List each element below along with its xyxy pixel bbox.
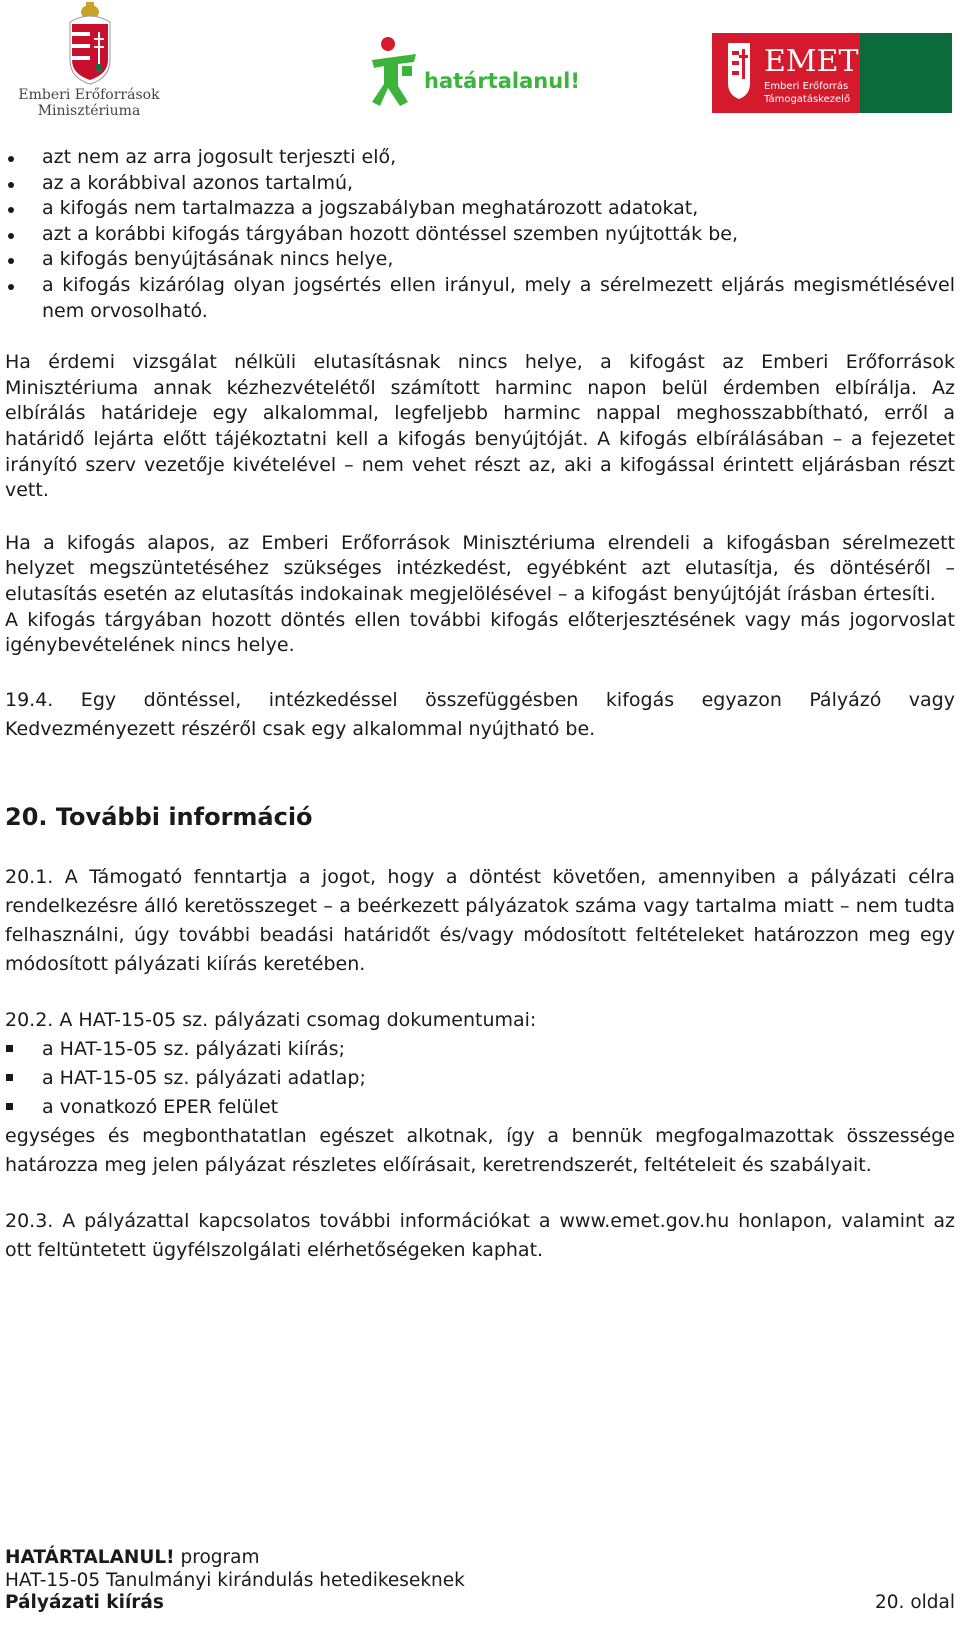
emmi-logo [4,2,174,120]
list-item: a vonatkozó EPER felület [5,1093,955,1122]
list-item: a kifogás benyújtásának nincs helye, [5,247,955,273]
paragraph-20-3: 20.3. A pályázattal kapcsolatos további információkat a www.emet.gov.hu honlapon, valamint az ott feltüntetett ügyfélszolgálati elérhetőségeken kaphat. [5,1209,955,1261]
running-figure-icon [372,37,416,106]
footer-program-line [5,1547,955,1570]
paragraph-20-2-intro: 20.2. A HAT-15-05 sz. pályázati csomag dokumentumai: [5,1008,537,1031]
hatartalanul-logo-text: határtalanul! [424,69,580,93]
emmi-logo-line1: Emberi Erőforrások [18,87,160,103]
list-item: a kifogás nem tartalmazza a jogszabályban meghatározott adatokat, [5,196,955,222]
emet-crest-icon [728,43,750,99]
footer-call-title: HAT-15-05 Tanulmányi kirándulás hetedikeseknek [5,1569,465,1591]
emet-logo-line1: Emberi Erőforrás [764,81,849,92]
paragraph-19-4: 19.4. Egy döntéssel, intézkedéssel összefüggésben kifogás egyazon Pályázó vagy Kedvezményezett részéről csak egy alkalommal nyújtható be. [5,688,955,740]
page-footer [5,1547,955,1615]
list-item: az a korábbival azonos tartalmú, [5,171,955,197]
paragraph-no-further-remedy: A kifogás tárgyában hozott döntés ellen további kifogás előterjesztésének vagy más jogorvoslat igénybevételének nincs helye. [5,608,955,657]
list-item: azt a korábbi kifogás tárgyában hozott döntéssel szemben nyújtották be, [5,222,955,248]
list-item: a kifogás kizárólag olyan jogsértés ellen irányul, mely a sérelmezett eljárás megismétlésével nem orvosolható. [5,273,955,324]
list-item: a HAT-15-05 sz. pályázati kiírás; [5,1035,955,1064]
document-body [5,145,955,1265]
footer-program-name: HATÁRTALANUL! [5,1547,175,1568]
emmi-logo-line2: Minisztériuma [37,103,141,119]
paragraph-well-founded: Ha a kifogás alapos, az Emberi Erőforrások Minisztériuma elrendeli a kifogásban sérelmezett helyzet megszüntetéséhez szükséges intézkedést, egyébként azt elutasítja, és döntéséről – elutasítás esetén az elutasítás indokainak megjelölésével – a kifogást benyújtóját írásban értesíti. [5,531,955,605]
page-number: 20. oldal [875,1592,955,1613]
hatartalanul-logo [368,36,588,108]
page-header [0,0,960,125]
list-item: a HAT-15-05 sz. pályázati adatlap; [5,1064,955,1093]
emet-logo-line2: Támogatáskezelő [764,94,851,105]
rejection-conditions-list [5,145,955,324]
emet-logo [712,33,952,113]
paragraph-review-deadline: Ha érdemi vizsgálat nélküli elutasításnak nincs helye, a kifogást az Emberi Erőforrások Minisztériuma annak kézhezvételétől számított harminc napon belül érdemben elbírálja. Az elbírálás határideje egy alkalommal, legfeljebb harminc nappal meghosszabbítható, erről a határidő lejárta előtt tájékoztatni kell a kifogás benyújtóját. A kifogás elbírálásában – a fejezetet irányító szerv vezetője kivételével – nem vehet részt az, aki a kifogással érintett eljárásban részt vett. [5,351,955,502]
paragraph-20-1: 20.1. A Támogató fenntartja a jogot, hogy a döntést követően, amennyiben a pályázati célra rendelkezésre álló keretösszeget – a beérkezett pályázatok száma vagy tartalma miatt – nem tudta felhasználni, úgy további beadási határidőt és/vagy módosított feltételeket határozzon meg egy módosított pályázati kiírás keretében. [5,865,955,975]
section-heading-20: 20. További információ [5,802,313,831]
footer-program-suffix: program [174,1547,260,1568]
hungarian-coat-of-arms-icon [70,2,110,84]
emet-logo-title: EMET [764,44,859,79]
documents-list [5,1035,955,1122]
list-item: azt nem az arra jogosult terjeszti elő, [5,145,955,171]
footer-doc-type: Pályázati kiírás [5,1592,164,1613]
paragraph-20-2-tail: egységes és megbonthatatlan egészet alkotnak, így a bennük megfogalmazottak összessége határozza meg jelen pályázat részletes előírásait, keretrendszerét, feltételeit és szabályait. [5,1124,955,1176]
